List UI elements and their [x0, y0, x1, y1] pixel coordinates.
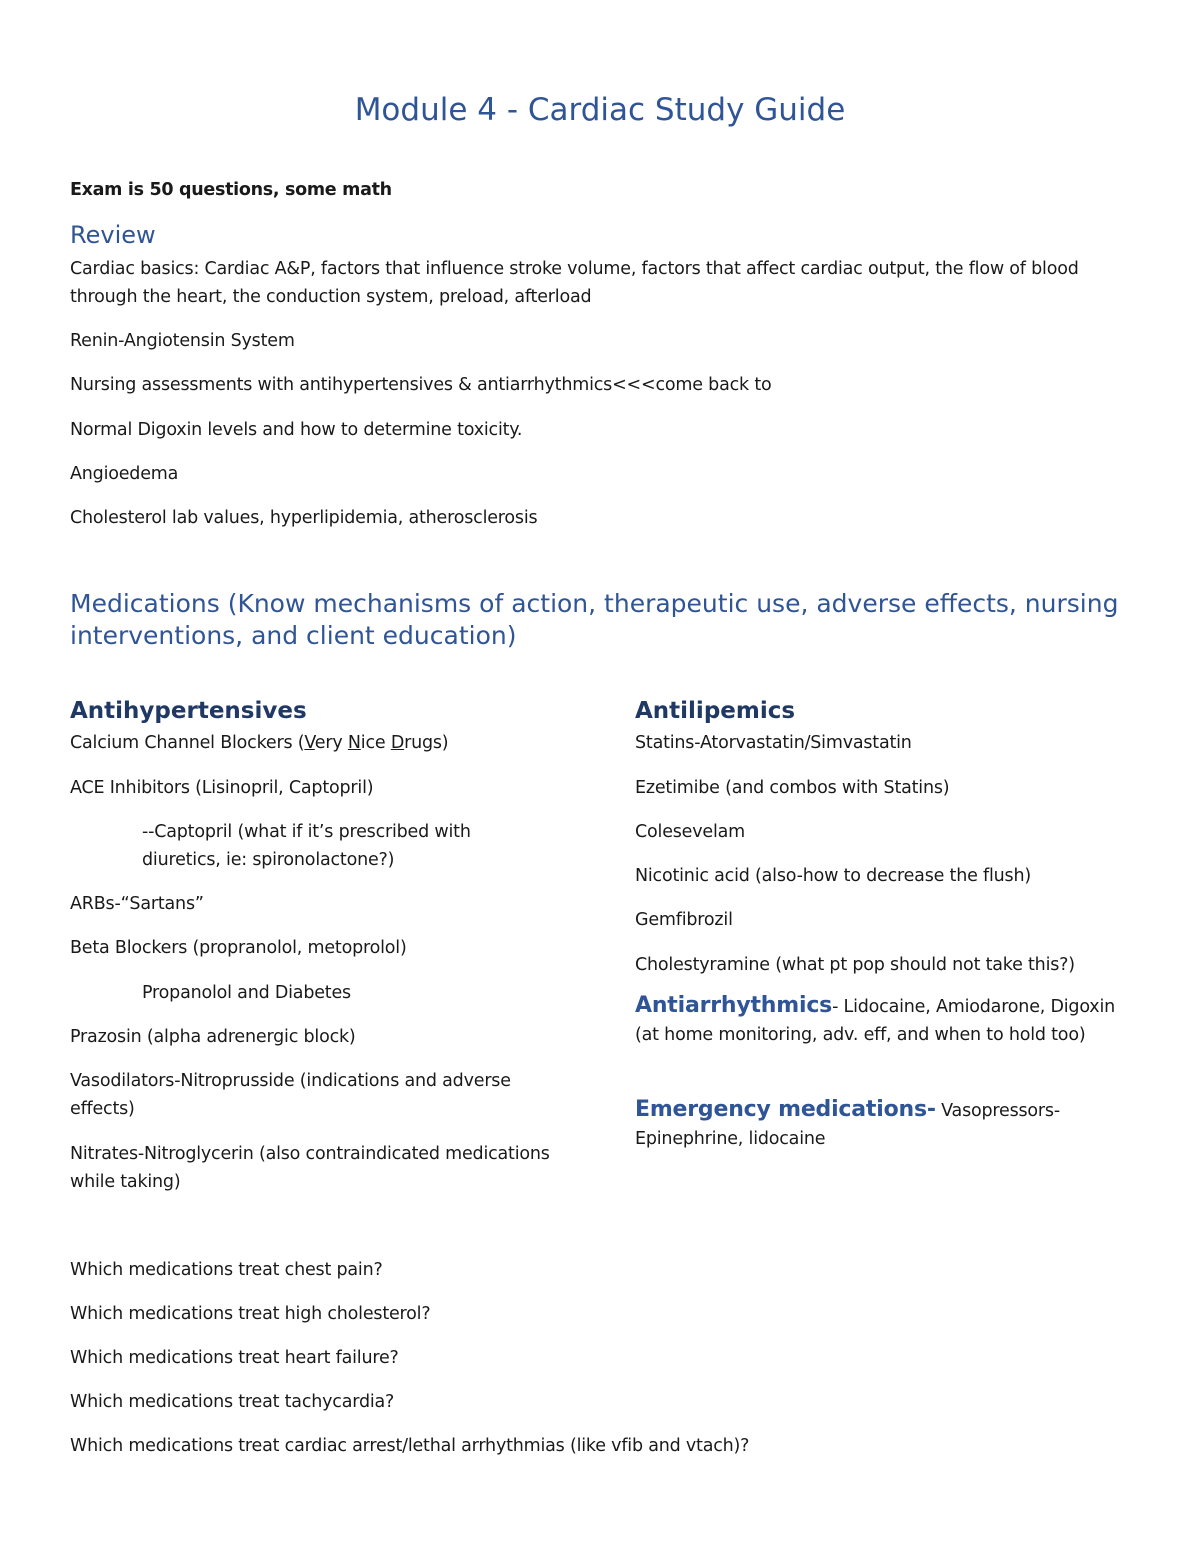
ccb-ery: ery	[314, 733, 348, 753]
question-item: Which medications treat cardiac arrest/lethal arrhythmias (like vfib and vtach)?	[70, 1436, 750, 1456]
ccb-v: V	[304, 733, 315, 753]
antihypertensive-item: Prazosin (alpha adrenergic block)	[70, 1027, 356, 1047]
ccb-d: D	[390, 733, 405, 753]
antilipemic-item: Colesevelam	[635, 822, 745, 842]
antihypertensive-item: ARBs-“Sartans”	[70, 894, 204, 914]
medications-heading: Medications (Know mechanisms of action, therapeutic use, adverse effects, nursing interventions, and client education)	[70, 589, 1119, 650]
antihypertensive-item: Nitrates-Nitroglycerin (also contraindicated medications while taking)	[70, 1144, 550, 1192]
antihypertensive-subitem: --Captopril (what if it’s prescribed with diuretics, ie: spironolactone?)	[142, 822, 471, 870]
emergency-text: Vasopressors- Epinephrine, lidocaine	[635, 1101, 1060, 1149]
review-item: Renin-Angiotensin System	[70, 331, 295, 351]
antihypertensive-item-ccb	[70, 729, 448, 757]
antilipemic-item: Gemfibrozil	[635, 910, 733, 930]
review-item: Cholesterol lab values, hyperlipidemia, atherosclerosis	[70, 508, 538, 528]
ccb-ice: ice	[360, 733, 391, 753]
ccb-rugs: rugs)	[404, 733, 449, 753]
antiarrhythmics-block	[635, 992, 1135, 1049]
page-title: Module 4 - Cardiac Study Guide	[354, 92, 846, 128]
antilipemic-item: Cholestyramine (what pt pop should not take this?)	[635, 955, 1075, 975]
question-item: Which medications treat heart failure?	[70, 1348, 399, 1368]
antiarrhythmics-text: - Lidocaine, Amiodarone, Digoxin (at home monitoring, adv. eff, and when to hold too)	[635, 997, 1116, 1045]
ccb-prefix: Calcium Channel Blockers (	[70, 733, 305, 753]
review-heading: Review	[70, 221, 156, 249]
antilipemic-item: Statins-Atorvastatin/Simvastatin	[635, 733, 912, 753]
exam-note: Exam is 50 questions, some math	[70, 180, 392, 200]
emergency-heading: Emergency medications-	[635, 1097, 936, 1122]
antihypertensives-heading: Antihypertensives	[70, 698, 307, 724]
antilipemics-heading: Antilipemics	[635, 698, 796, 724]
review-item: Normal Digoxin levels and how to determine toxicity.	[70, 420, 523, 440]
antihypertensive-item: Beta Blockers (propranolol, metoprolol)	[70, 938, 407, 958]
ccb-n: N	[347, 733, 361, 753]
antiarrhythmics-heading: Antiarrhythmics	[635, 993, 833, 1018]
review-item: Cardiac basics: Cardiac A&P, factors that influence stroke volume, factors that affect cardiac output, the flow of blood through the heart, the conduction system, preload, afterload	[70, 259, 1079, 307]
question-item: Which medications treat tachycardia?	[70, 1392, 395, 1412]
antihypertensive-subitem: Propanolol and Diabetes	[142, 983, 351, 1003]
antilipemic-item: Ezetimibe (and combos with Statins)	[635, 778, 950, 798]
review-item: Angioedema	[70, 464, 179, 484]
question-item: Which medications treat chest pain?	[70, 1260, 383, 1280]
antilipemic-item: Nicotinic acid (also-how to decrease the flush)	[635, 866, 1031, 886]
antihypertensive-item: ACE Inhibitors (Lisinopril, Captopril)	[70, 778, 374, 798]
question-item: Which medications treat high cholesterol?	[70, 1304, 431, 1324]
emergency-block	[635, 1096, 1125, 1153]
review-item: Nursing assessments with antihypertensives & antiarrhythmics<<<come back to	[70, 375, 772, 395]
antihypertensive-item: Vasodilators-Nitroprusside (indications and adverse effects)	[70, 1071, 511, 1119]
